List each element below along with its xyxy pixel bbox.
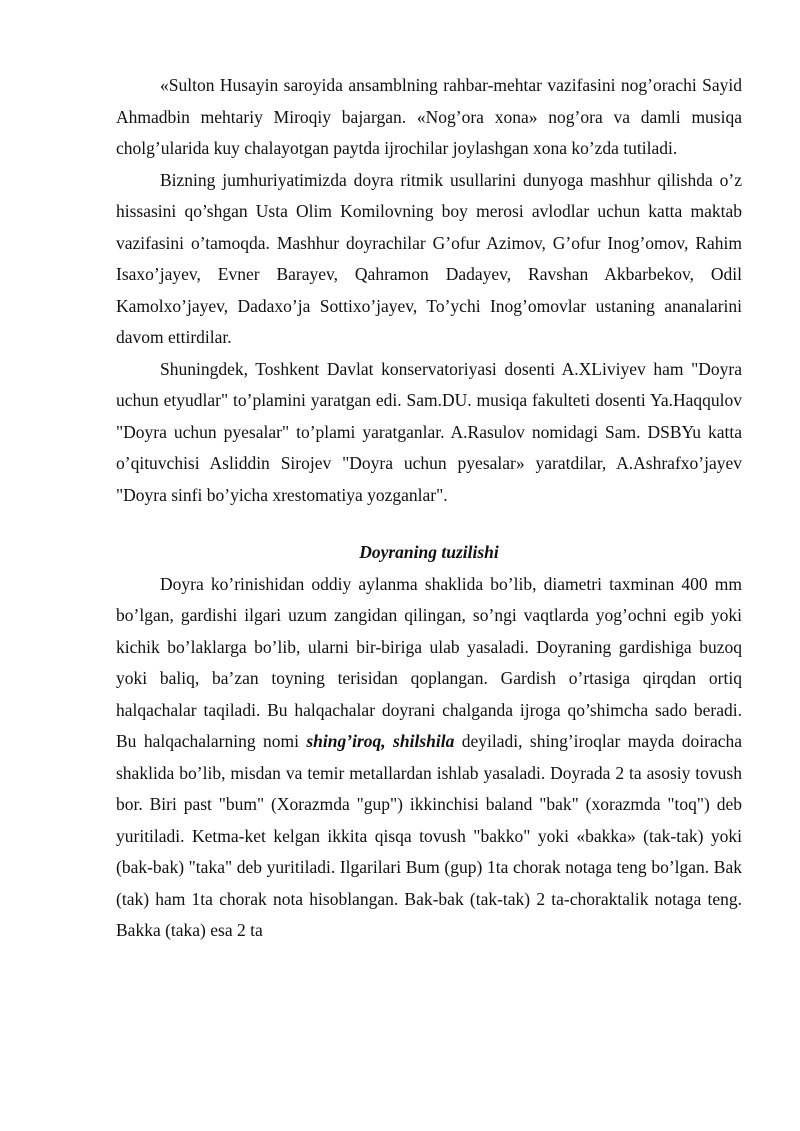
paragraph-doyra-tuzilishi [116, 569, 742, 947]
emphasized-term: shing’iroq, shilshila [306, 731, 455, 751]
document-page [116, 70, 742, 947]
section-heading: Doyraning tuzilishi [359, 542, 499, 562]
paragraph-text-after: deyiladi, shing’iroqlar mayda doiracha shaklida bo’lib, misdan va temir metallardan ishlab yasaladi. Doyrada 2 ta asosiy tovush bor. Biri past "bum" (Xorazmda "gup") ikkinchisi baland "bak" (xorazmda "toq") deb yuritiladi. Ketma-ket kelgan ikkita qisqa tovush "bakko" yoki «bakka» (tak-tak) yoki (bak-bak) "taka" deb yuritiladi. Ilgarilari Bum (gup) 1ta chorak notaga teng bo’lgan. Bak (tak) ham 1ta chorak nota hisoblangan. Bak-bak (tak-tak) 2 ta-choraktalik notaga teng. Bakka (taka) esa 2 ta [116, 731, 743, 940]
paragraph-usta-olim-komilov: Bizning jumhuriyatimizda doyra ritmik usullarini dunyoga mashhur qilishda o’z hissasini qo’shgan Usta Olim Komilovning boy merosi avlodlar uchun katta maktab vazifasini o’tamoqda. Mashhur doyrachilar G’ofur Azimov, G’ofur Inog’omov, Rahim Isaxo’jayev, Evner Barayev, Qahramon Dadayev, Ravshan Akbarbekov, Odil Kamolxo’jayev, Dadaxo’ja Sottixo’jayev, To’ychi Inog’omovlar ustaning ananalarini davom ettirdilar. [116, 169, 742, 347]
paragraph-text-before: Doyra ko’rinishidan oddiy aylanma shaklida bo’lib, diametri taxminan 400 mm bo’lgan, gardishi ilgari uzum zangidan qilingan, so’ngi vaqtlarda yog’ochni egib yoki kichik bo’laklarga bo’lib, ularni bir-biriga ulab yasaladi. Doyraning gardishiga buzoq yoki baliq, ba’zan toyning terisidan qoplangan. Gardish o’rtasiga qirqdan ortiq halqachalar taqiladi. Bu halqachalar doyrani chalganda ijroga qo’shimcha sado beradi. Bu halqachalarning nomi [116, 573, 742, 751]
paragraph-ansambl-rahbar: «Sulton Husayin saroyida ansamblning rahbar-mehtar vazifasini nog’orachi Sayid Ahmadbin mehtariy Miroqiy bajargan. «Nog’ora xona» nog’ora va damli musiqa cholg’ularida kuy chalayotgan paytda ijrochilar joylashgan xona ko’zda tutiladi. [116, 75, 742, 158]
paragraph-doyra-pyesalar: Shuningdek, Toshkent Davlat konservatoriyasi dosenti A.XLiviyev ham "Doyra uchun etyudlar" to’plamini yaratgan edi. Sam.DU. musiqa fakulteti dosenti Ya.Haqqulov "Doyra uchun pyesalar" to’plami yaratganlar. A.Rasulov nomidagi Sam. DSBYu katta o’qituvchisi Asliddin Sirojev "Doyra uchun pyesalar» yaratdilar, A.Ashrafxo’jayev "Doyra sinfi bo’yicha xrestomatiya yozganlar". [116, 358, 742, 505]
